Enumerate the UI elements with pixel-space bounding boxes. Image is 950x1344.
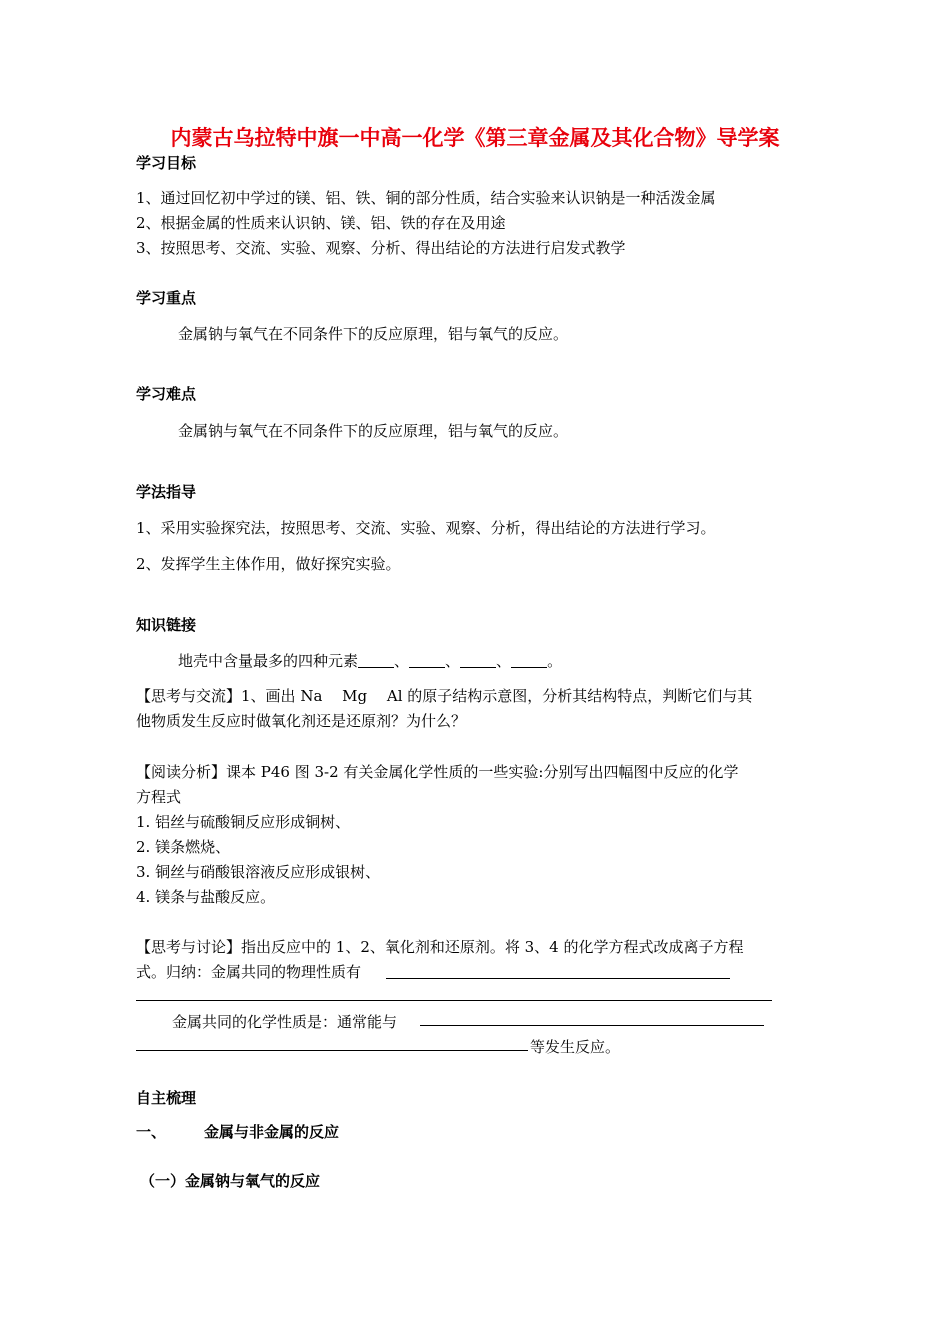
reaction-item: 4. 镁条与盐酸反应。 <box>136 888 276 906</box>
objectives-heading: 学习目标 <box>136 154 197 172</box>
subsection-title: （一）金属钠与氧气的反应 <box>140 1172 321 1190</box>
separator: 、 <box>394 652 410 670</box>
chem-prop-line: 金属共同的化学性质是：通常能与 <box>172 1013 398 1031</box>
separator: 、 <box>496 652 512 670</box>
answer-line[interactable] <box>420 1025 764 1026</box>
document-title: 内蒙古乌拉特中旗一中高一化学《第三章金属及其化合物》导学案 <box>170 126 780 150</box>
answer-blank[interactable] <box>358 653 394 668</box>
objective-item: 3、按照思考、交流、实验、观察、分析、得出结论的方法进行启发式教学 <box>136 239 626 257</box>
knowledge-link-heading: 知识链接 <box>136 616 197 634</box>
period: 。 <box>547 652 563 670</box>
key-points-text: 金属钠与氧气在不同条件下的反应原理，铝与氧气的反应。 <box>178 325 569 343</box>
key-points-heading: 学习重点 <box>136 289 197 307</box>
reading-line-2: 方程式 <box>136 788 182 806</box>
think-exchange-line-1: 【思考与交流】1、画出 Na Mg Al 的原子结构示意图，分析其结构特点，判断它们与其 <box>136 687 753 705</box>
answer-line[interactable] <box>136 1000 772 1001</box>
methods-heading: 学法指导 <box>136 483 197 501</box>
answer-line[interactable] <box>386 978 730 979</box>
difficulties-heading: 学习难点 <box>136 385 197 403</box>
discuss-line-1: 【思考与讨论】指出反应中的 1、2、氧化剂和还原剂。将 3、4 的化学方程式改成离子方程 <box>136 938 744 956</box>
reaction-item: 3. 铜丝与硝酸银溶液反应形成银树、 <box>136 863 381 881</box>
objective-item: 1、通过回忆初中学过的镁、铝、铁、铜的部分性质，结合实验来认识钠是一种活泼金属 <box>136 189 716 207</box>
answer-blank[interactable] <box>460 653 496 668</box>
objective-item: 2、根据金属的性质来认识钠、镁、铝、铁的存在及用途 <box>136 214 506 232</box>
crust-prefix: 地壳中含量最多的四种元素 <box>178 652 359 670</box>
self-review-heading: 自主梳理 <box>136 1089 197 1107</box>
answer-blank[interactable] <box>409 653 445 668</box>
discuss-line-2: 式。归纳：金属共同的物理性质有 <box>136 963 362 981</box>
difficulties-text: 金属钠与氧气在不同条件下的反应原理，铝与氧气的反应。 <box>178 422 569 440</box>
method-item: 2、发挥学生主体作用，做好探究实验。 <box>136 555 401 573</box>
reading-line-1: 【阅读分析】课本 P46 图 3-2 有关金属化学性质的一些实验:分别写出四幅图中反应的化学 <box>136 763 739 781</box>
section-number: 一、 <box>136 1123 167 1141</box>
think-exchange-line-2: 他物质发生反应时做氧化剂还是还原剂？为什么？ <box>136 712 467 730</box>
answer-line[interactable] <box>136 1050 528 1051</box>
reaction-item: 1. 铝丝与硫酸铜反应形成铜树、 <box>136 813 351 831</box>
method-item: 1、采用实验探究法，按照思考、交流、实验、观察、分析，得出结论的方法进行学习。 <box>136 519 716 537</box>
crust-elements-line <box>178 650 562 671</box>
separator: 、 <box>445 652 461 670</box>
section-title: 金属与非金属的反应 <box>204 1123 340 1141</box>
chem-prop-end: 等发生反应。 <box>530 1038 621 1056</box>
answer-blank[interactable] <box>511 653 547 668</box>
reaction-item: 2. 镁条燃烧、 <box>136 838 231 856</box>
